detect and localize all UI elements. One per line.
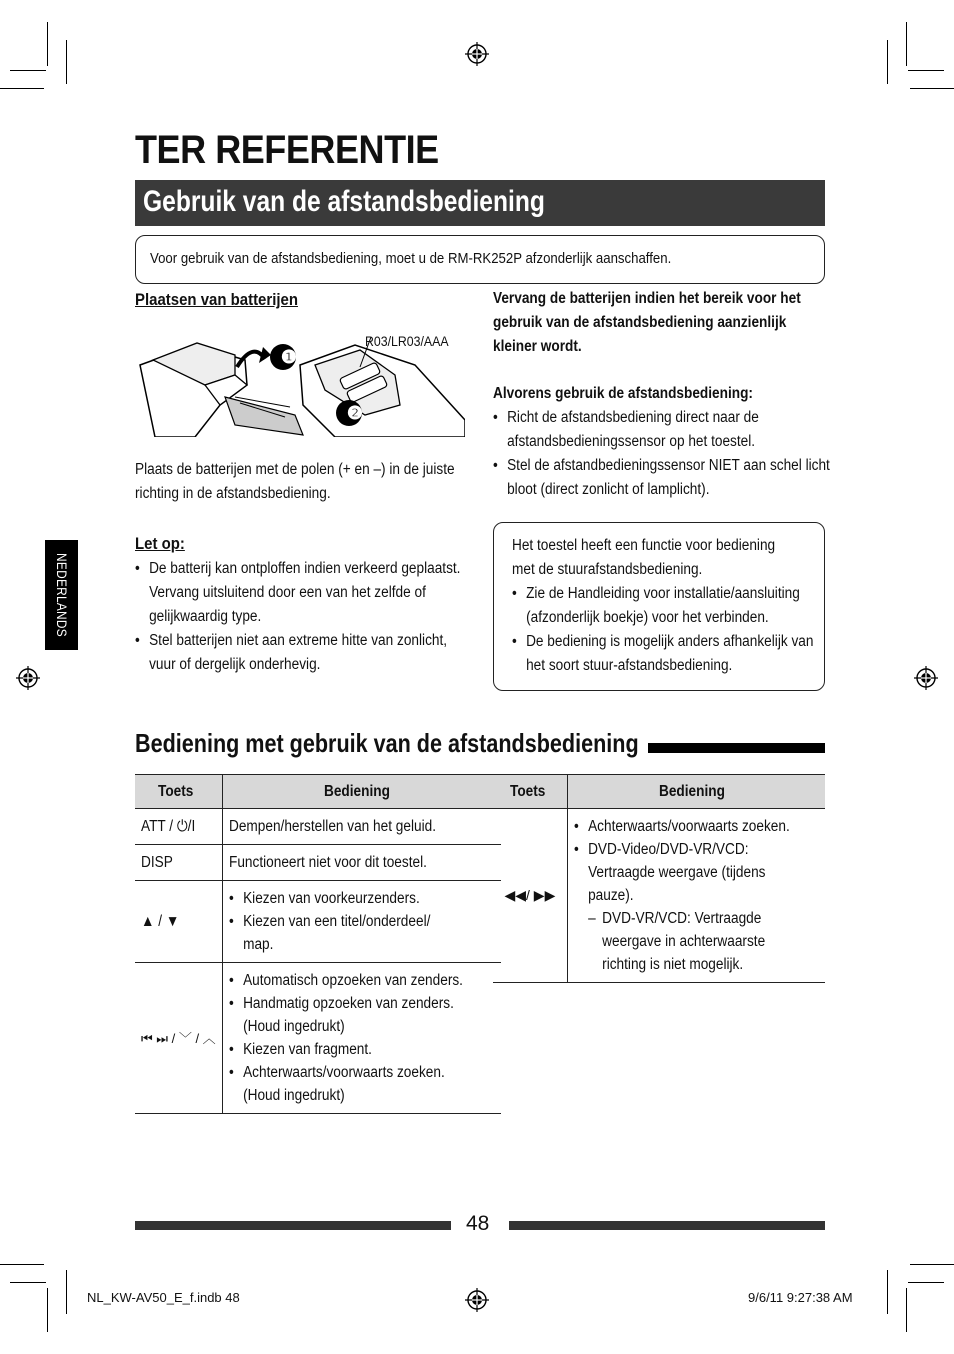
header-label: Toets	[509, 782, 546, 800]
text-line: • DVD-Video/DVD-VR/VCD:	[587, 841, 749, 858]
crop-mark	[10, 70, 46, 71]
text-line: • De bediening is mogelijk anders afhankelijk van	[526, 633, 814, 650]
column-header-key	[493, 775, 567, 809]
key-label: ◀◀/ ▶▶	[504, 887, 556, 903]
crop-mark	[47, 1288, 48, 1332]
page-number: 48	[466, 1212, 490, 1235]
text-line: • Automatisch opzoeken van zenders.	[242, 972, 463, 989]
section-header	[135, 180, 825, 226]
table-row	[135, 881, 501, 963]
footer-rule-left	[135, 1221, 451, 1230]
text-line: vuur of dergelijk onderhevig.	[149, 656, 321, 673]
caution-list	[135, 557, 460, 677]
battery-type-label: R03/LR03/AAA	[365, 333, 449, 349]
text-line: • Achterwaarts/voorwaarts zoeken.	[242, 1064, 445, 1081]
notice-box	[135, 235, 825, 284]
slug-filename: NL_KW-AV50_E_f.indb 48	[87, 1290, 240, 1305]
text-line: • Achterwaarts/voorwaarts zoeken.	[587, 818, 790, 835]
header-label: Bediening	[324, 782, 391, 800]
key-cell	[135, 881, 222, 963]
crop-mark	[906, 22, 907, 66]
text-line: (afzonderlijk boekje) voor het verbinden.	[526, 609, 769, 626]
controls-table-left	[135, 774, 501, 1114]
text-line: • De batterij kan ontploffen indien verkeerd geplaatst.	[149, 560, 461, 577]
text-line: weergave in achterwaarste	[602, 933, 766, 950]
footer-rule-right	[509, 1221, 825, 1230]
text-line: • Handmatig opzoeken van zenders.	[242, 995, 454, 1012]
text-line: Vervang de batterijen indien het bereik voor het	[493, 290, 801, 307]
crop-mark	[0, 88, 44, 89]
crop-mark	[910, 1264, 954, 1265]
text-line: kleiner wordt.	[493, 338, 582, 355]
registration-mark-icon	[465, 42, 489, 66]
subsection-rule	[648, 743, 825, 753]
operation-cell	[222, 809, 500, 845]
crop-mark	[908, 70, 944, 71]
list-item	[135, 557, 460, 629]
operation-cell	[567, 809, 825, 983]
list-item	[512, 630, 813, 678]
batteries-heading: Plaatsen van batterijen	[135, 290, 298, 309]
header-label: Bediening	[658, 782, 725, 800]
text-line: DVD-VR/VCD: Vertraagde	[602, 910, 762, 927]
text-line: Vervang uitsluitend door een van het zelfde of	[149, 584, 426, 601]
text-line: • Stel de afstandbedieningssensor NIET aan schel licht	[507, 457, 830, 474]
list-item	[493, 454, 830, 502]
table-header-row	[493, 775, 825, 809]
text-line: • Kiezen van een titel/onderdeel/	[242, 913, 431, 930]
list-item	[229, 969, 463, 992]
before-use-heading: Alvorens gebruik de afstandsbediening:	[493, 385, 753, 402]
text-line: • Kiezen van fragment.	[242, 1041, 372, 1058]
column-header-operation	[567, 775, 825, 809]
text-line: bloot (direct zonlicht of lamplicht).	[507, 481, 710, 498]
key-cell	[493, 809, 567, 983]
text-line: (Houd ingedrukt)	[242, 1087, 345, 1104]
controls-table-right	[493, 774, 825, 983]
battery-instruction	[135, 458, 455, 506]
text-line: • Richt de afstandsbediening direct naar de	[507, 409, 759, 426]
key-cell	[135, 809, 222, 845]
table-row	[135, 809, 501, 845]
list-item	[229, 1061, 463, 1107]
text-line: gelijkwaardig type.	[149, 608, 262, 625]
text-line: Plaats de batterijen met de polen (+ en –) in de juiste	[135, 461, 455, 478]
registration-mark-icon	[16, 666, 40, 690]
text-line: richting in de afstandsbediening.	[135, 485, 331, 502]
key-label: DISP	[141, 854, 173, 871]
operation-cell	[222, 963, 500, 1114]
registration-mark-icon	[465, 1288, 489, 1312]
key-label: ATT / ⏻/I	[141, 818, 196, 835]
crop-mark	[66, 1270, 67, 1314]
text-line: richting is niet mogelijk.	[602, 956, 744, 973]
operation-text: Dempen/herstellen van het geluid.	[228, 818, 436, 835]
key-cell	[135, 845, 222, 881]
steering-remote-intro	[512, 534, 775, 582]
text-line: afstandsbedieningssensor op het toestel.	[507, 433, 756, 450]
step-1-marker: ❶	[280, 347, 298, 367]
text-line: • Kiezen van voorkeurzenders.	[242, 890, 420, 907]
list-item	[512, 582, 813, 630]
list-item	[135, 629, 460, 677]
text-line: pauze).	[587, 887, 634, 904]
text-line: met de stuurafstandsbediening.	[512, 561, 703, 578]
caution-heading: Let op:	[135, 534, 185, 553]
operation-list	[229, 969, 463, 1107]
text-line: het soort stuur-afstandsbediening.	[526, 657, 733, 674]
operation-list	[574, 815, 790, 976]
list-item	[574, 838, 790, 907]
text-line: • Zie de Handleiding voor installatie/aansluiting	[526, 585, 800, 602]
key-cell	[135, 963, 222, 1114]
operation-text: Functioneert niet voor dit toestel.	[228, 854, 427, 871]
text-line: (Houd ingedrukt)	[242, 1018, 345, 1035]
column-header-operation	[222, 775, 500, 809]
text-line: Het toestel heeft een functie voor bediening	[512, 537, 776, 554]
table-row	[135, 845, 501, 881]
notice-text: Voor gebruik van de afstandsbediening, moet u de RM-RK252P afzonderlijk aanschaffen.	[150, 250, 672, 267]
key-label: ▲ / ▼	[141, 913, 180, 930]
text-line: map.	[242, 936, 274, 953]
language-tab	[45, 540, 78, 650]
list-item	[229, 1038, 463, 1061]
crop-mark	[10, 1282, 46, 1283]
table-header-row	[135, 775, 501, 809]
list-item	[229, 910, 430, 956]
crop-mark	[887, 40, 888, 84]
language-tab-label: NEDERLANDS	[53, 553, 70, 637]
sub-list-item	[574, 907, 790, 976]
crop-mark	[906, 1288, 907, 1332]
key-label: ⏮ ⏭ / ﹀ / ︿	[141, 1030, 216, 1046]
text-line: gebruik van de afstandsbediening aanzienlijk	[493, 314, 787, 331]
page-title: TER REFERENTIE	[135, 128, 439, 172]
list-item	[229, 992, 463, 1038]
dash-marker: –	[587, 910, 596, 927]
list-item	[229, 887, 430, 910]
before-use-list	[493, 406, 830, 502]
section-title: Gebruik van de afstandsbediening	[143, 185, 545, 218]
slug-timestamp: 9/6/11 9:27:38 AM	[748, 1290, 853, 1305]
column-header-key	[135, 775, 222, 809]
subsection-title: Bediening met gebruik van de afstandsbediening	[135, 728, 639, 758]
header-label: Toets	[158, 782, 194, 800]
step-2-marker: ❷	[346, 403, 364, 423]
crop-mark	[908, 1282, 944, 1283]
list-item	[493, 406, 830, 454]
registration-mark-icon	[914, 666, 938, 690]
replace-batteries-text	[493, 287, 801, 359]
crop-mark	[910, 88, 954, 89]
crop-mark	[887, 1270, 888, 1314]
list-item	[574, 815, 790, 838]
table-row	[135, 963, 501, 1114]
crop-mark	[47, 22, 48, 66]
crop-mark	[0, 1264, 44, 1265]
operation-cell	[222, 881, 500, 963]
text-line: • Stel batterijen niet aan extreme hitte van zonlicht,	[149, 632, 448, 649]
text-line: Vertraagde weergave (tijdens	[587, 864, 766, 881]
crop-mark	[66, 40, 67, 84]
operation-list	[229, 887, 430, 956]
steering-remote-list	[512, 582, 813, 678]
operation-cell	[222, 845, 500, 881]
table-row	[493, 809, 825, 983]
